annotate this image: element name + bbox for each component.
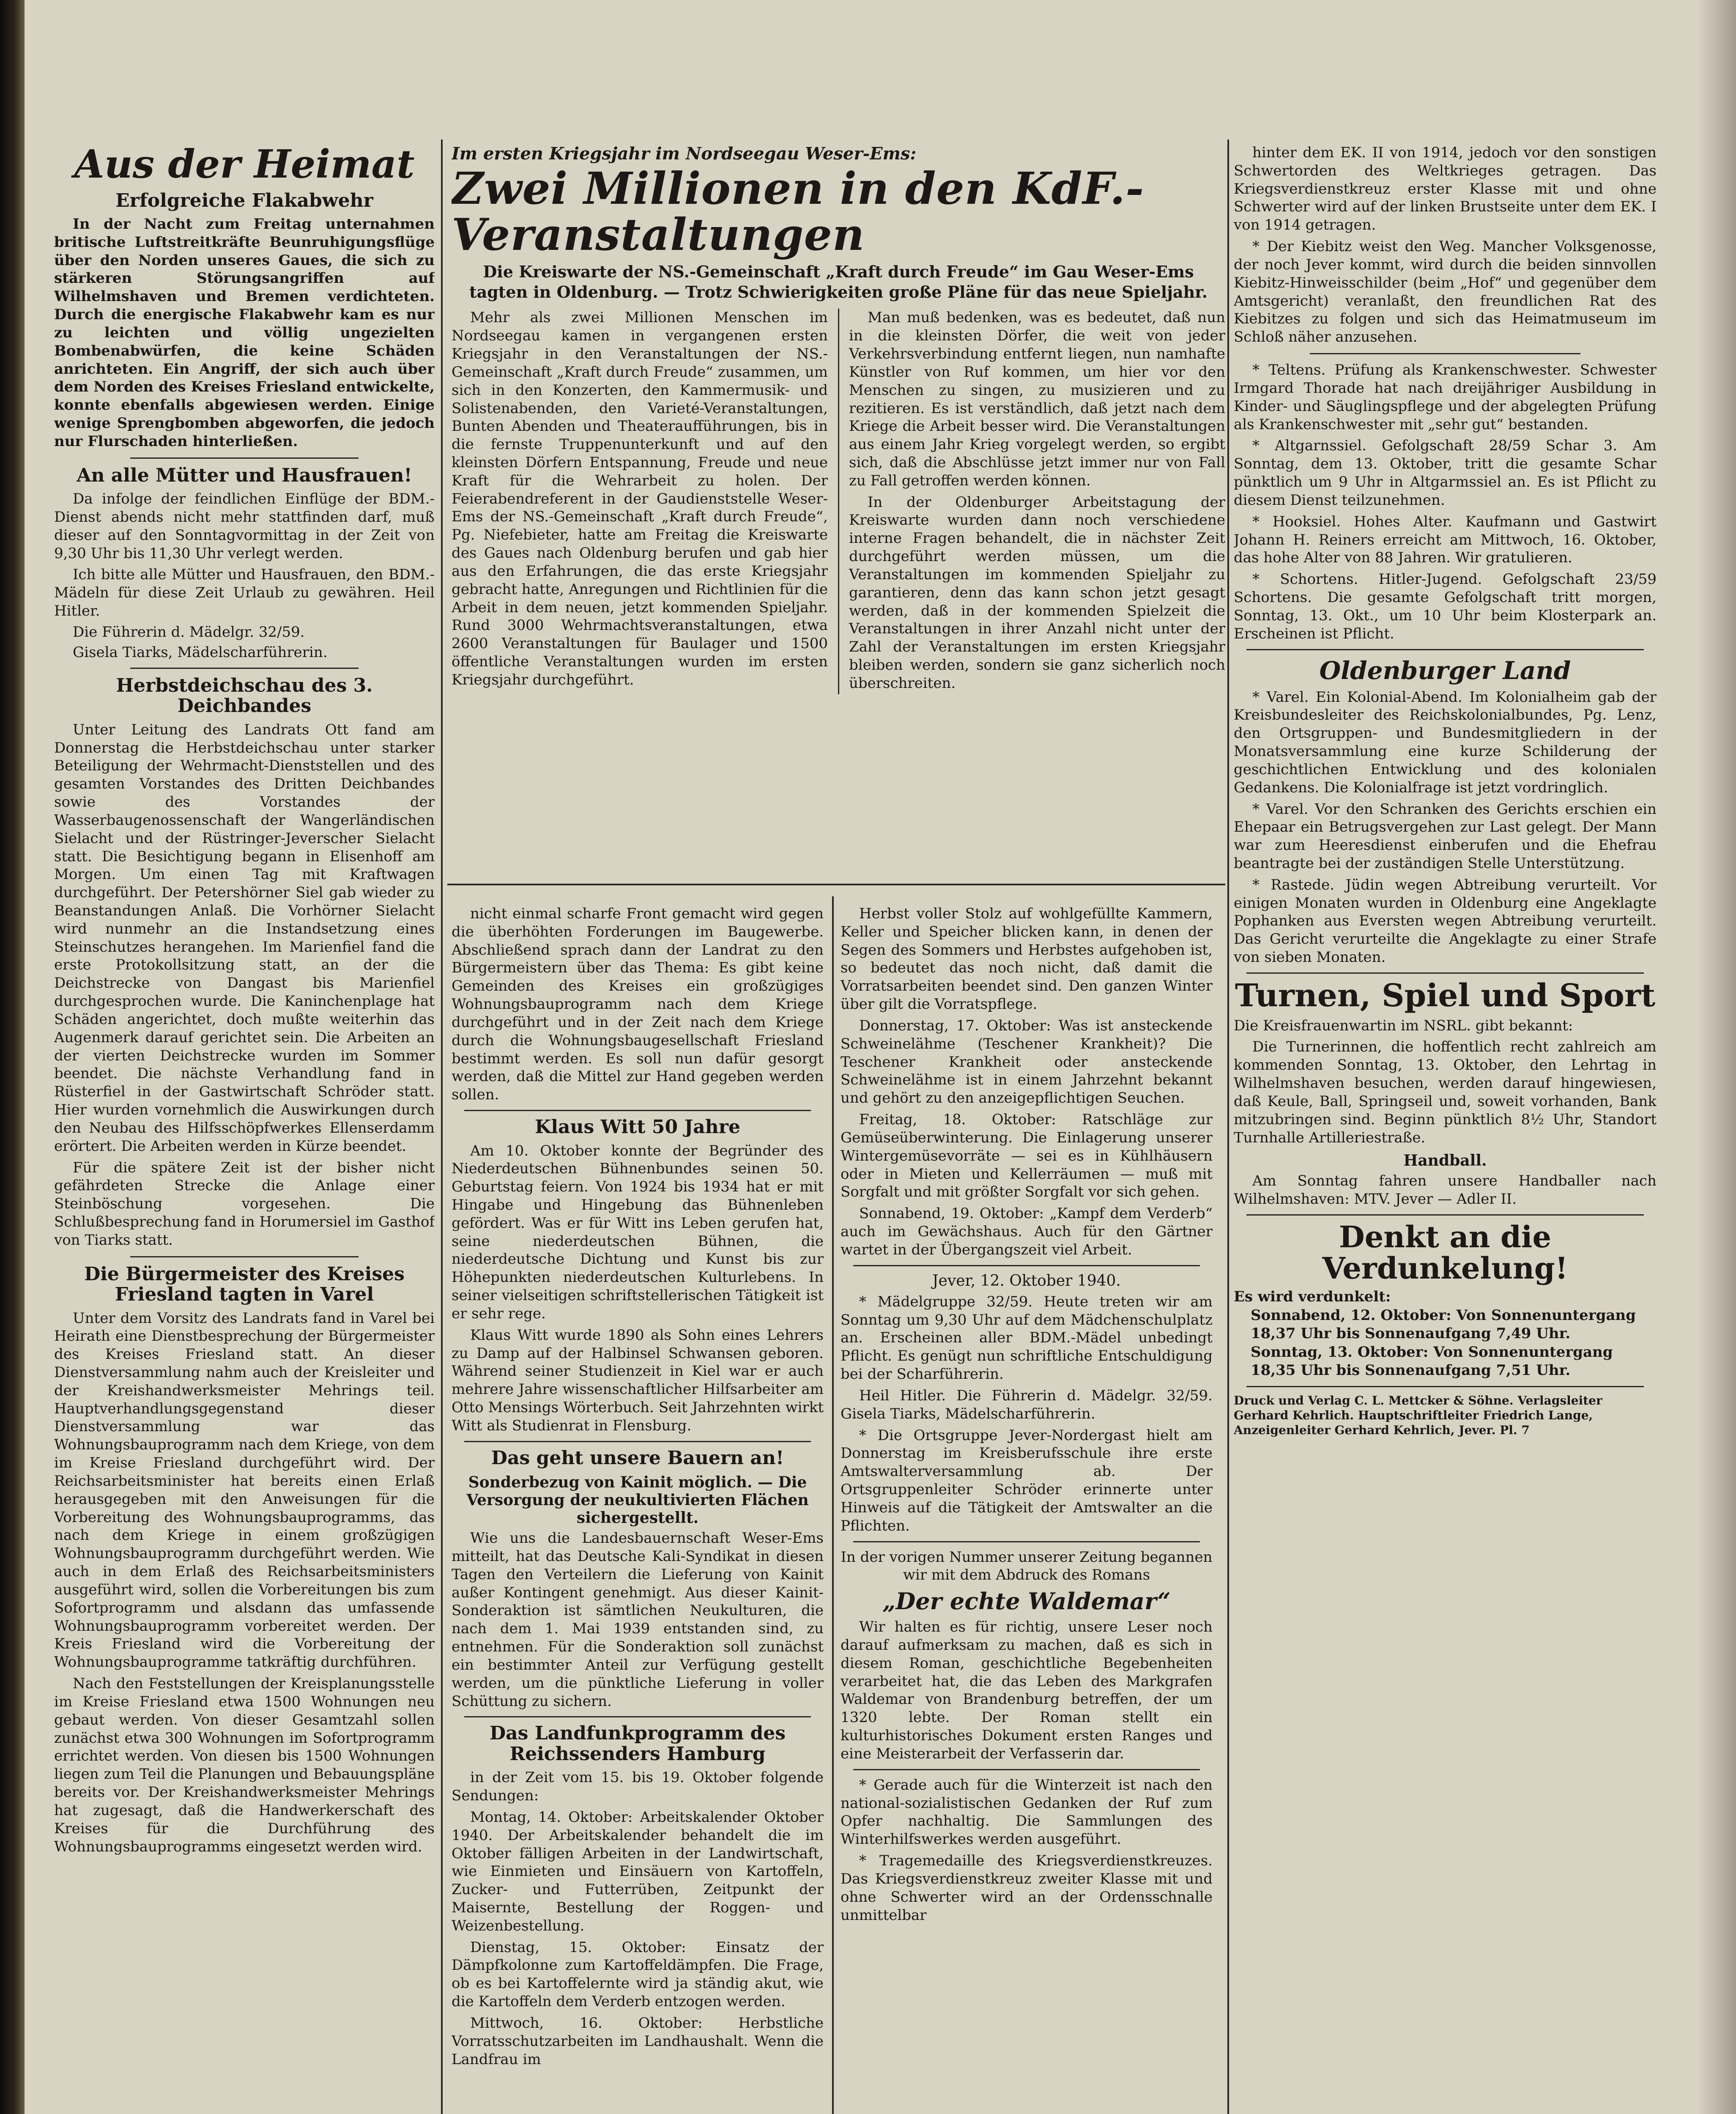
story-headline: Zwei Millionen in den KdF.-Veranstaltungen bbox=[452, 162, 1145, 261]
handball-body: Am Sonntag fahren unsere Handballer nach Wilhelmshaven: MTV. Jever — Adler II. bbox=[1234, 1172, 1657, 1208]
article-deck: Sonderbezug von Kainit möglich. — Die Versorgung der neukultivierten Flächen sichergestellt. bbox=[466, 1473, 809, 1527]
blackout-time: Sonnabend, 12. Oktober: Von Sonnenuntergang 18,37 Uhr bis Sonnenaufgang 7,49 Uhr. bbox=[1251, 1306, 1636, 1342]
program-item: Sonnabend, 19. Oktober: „Kampf dem Verderb“ auch im Gewächshaus. Auch für den Gärtner wartet in der Übergangszeit viel Arbeit. bbox=[841, 1205, 1213, 1258]
divider bbox=[853, 1541, 1200, 1542]
imprint: Druck und Verlag C. L. Mettcker & Söhne. Verlagsleiter Gerhard Kehrlich. Hauptschriftleiter Friedrich Lange, Anzeigenleiter Gerhard Kehrlich, Jever. Pl. 7 bbox=[1234, 1393, 1602, 1437]
column-rule bbox=[1227, 140, 1229, 2114]
story-paragraph: In der Oldenburger Arbeitstagung der Kreiswarte wurden dann noch verschiedene interne Fragen behandelt, die in nächster Zeit durchgeführt werden müssen, um die Veranstaltungen im kommenden Spieljahr zu garantieren, denn das kann schon jetzt gesagt werden, daß in der kommenden Spielzeit die Veranstaltungen in ihrer Anzahl nicht unter der Zahl der Veranstaltungen im ersten Kriegsjahr bleiben werden, sondern sie ganz sicherlich noch überschreiten. bbox=[849, 493, 1225, 692]
page-binding-edge bbox=[0, 0, 25, 2114]
page-shadow bbox=[1698, 0, 1736, 2114]
local-notice: * Die Ortsgruppe Jever-Nordergast hielt am Donnerstag im Kreisberufsschule ihre erste Amtswalterversammlung ab. Der Ortsgruppenleiter Schröder erinnerte unter Hinweis auf die Tätigkeit der Amtswalter an die Pflichten. bbox=[841, 1427, 1213, 1534]
local-notice: * Teltens. Prüfung als Krankenschwester. Schwester Irmgard Thorade hat nach dreijähriger Ausbildung in Kinder- und Säuglingspflege und der abgelegten Prüfung als Krankenschwester mit „sehr gut“ bestanden. bbox=[1234, 361, 1657, 433]
serial-body: Wir halten es für richtig, unsere Leser noch darauf aufmerksam zu machen, daß es sich in diesem Roman, geschichtliche Begebenheiten verarbeitet hat, die das Leben des Markgrafen Waldemar von Brandenburg betreffen, der um 1320 lebte. Der Roman stellt ein kulturhistorisches Dokument ersten Ranges und eine Meisterarbeit der Verfasserin dar. bbox=[841, 1618, 1213, 1762]
story-paragraph: Man muß bedenken, was es bedeutet, daß nun in die kleinsten Dörfer, die weit von jeder Verkehrsverbindung entfernt liegen, nun namhafte Künstler von Ruf kommen, um hier vor den Menschen zu singen, zu musizieren und zu rezitieren. Es ist verständlich, daß jetzt nach dem Kriege die Arbeit besser wird. Die Veranstaltungen aus einem Jahr Krieg vorgelegt werden, so ergibt sich, daß die Abschlüsse jetzt immer nur von Fall zu Fall getroffen werden können. bbox=[849, 309, 1225, 489]
story-paragraph: Mehr als zwei Millionen Menschen im Nordseegau kamen in vergangenen ersten Kriegsjahr in den Veranstaltungen der NS.-Gemeinschaft „Kraft durch Freude“ zusammen, um sich in den Konzerten, den Kammermusik- und Solistenabenden, den Varieté-Veranstaltungen, Bunten Abenden und Theateraufführungen, bis in die fernste Truppenunterkunft und auf den kleinsten Dörfern Entspannung, Freude und neue Kraft für die Wehrarbeit zu holen. Der Feierabendreferent in der Gaudienststelle Weser-Ems der NS.-Gemeinschaft „Kraft durch Freude“, Pg. Niefebieter, hatte am Freitag die Kreiswarte des Gaues nach Oldenburg berufen und gab hier aus den Erfahrungen, die das erste Kriegsjahr gebracht hatte, Anregungen und Richtlinien für die Arbeit in dem neuen, jetzt kommenden Spieljahr. Rund 3000 Wehrmachtsveranstaltungen, etwa 2600 Veranstaltungen für Baulager und 1500 öffentliche Veranstaltungen wurden im ersten Kriegsjahr durchgeführt. bbox=[452, 309, 828, 688]
divider bbox=[1246, 649, 1644, 650]
column-regional bbox=[1234, 144, 1657, 2114]
article-body: Wie uns die Landesbauernschaft Weser-Ems mitteilt, hat das Deutsche Kali-Syndikat in diesen Tagen den Verteilern die Lieferung von Kainit außer Kontingent genehmigt. Aus dieser Kainit-Sonderaktion ist sämtlichen Neukulturen, die nach dem 1. Mai 1939 entstanden sind, zu entnehmen. Für die Sonderaktion soll zunächst ein bestimmter Anteil zur Verfügung gestellt werden, um die pünktliche Lieferung in voller Schüttung zu sichern. bbox=[452, 1530, 824, 1710]
divider bbox=[464, 1110, 811, 1111]
serial-title: „Der echte Waldemar“ bbox=[882, 1588, 1171, 1615]
blackout-title: Denkt an die Verdunkelung! bbox=[1322, 1219, 1568, 1286]
local-notice: * Gerade auch für die Winterzeit ist nach den national-sozialistischen Gedanken der Ruf zum Opfer nachhaltig. Die Sammlungen des Winterhilfswerkes werden ausgeführt. bbox=[841, 1776, 1213, 1848]
column-local-news bbox=[54, 144, 435, 2114]
program-item: Freitag, 18. Oktober: Ratschläge zur Gemüseüberwinterung. Die Einlagerung unserer Wintergemüsevorräte — sei es in Kühlhäusern oder in Mieten und Kellerräumen — muß mit Sorgfalt und mit größter Sorgfalt vor sich gehen. bbox=[841, 1111, 1213, 1201]
article-body: Herbst voller Stolz auf wohlgefüllte Kammern, Keller und Speicher blicken kann, in denen der Segen des Sommers und Herbstes aufgehoben ist, so bedeutet das noch nicht, daß damit die Vorratsarbeiten beendet sind. Den ganzen Winter über gilt die Vorratspflege. bbox=[841, 905, 1213, 1013]
column-middle-right bbox=[841, 905, 1213, 2114]
divider bbox=[464, 1716, 811, 1717]
article-body: Unter Leitung des Landrats Ott fand am Donnerstag die Herbstdeichschau unter starker Beteiligung der Wehrmacht-Dienststellen und des gesamten Vorstandes des Dritten Deichbandes sowie des Vorstandes der Wasserbaugenossenschaft der Wangerländischen Sielacht und der Rüstringer-Jeverscher Sielacht statt. Die Besichtigung begann in Elisenhoff am Morgen. Um einen Tag mit Kraftwagen durchgeführt. Der Petershörner Siel gab wieder zu Beanstandungen Anlaß. Die Vorhörner Sielacht wird nunmehr an die Instandsetzung eines Steinschutzes herangehen. Im Marienfiel fand die erste Protokollsitzung statt, an der die Deichstrecke von Dangast bis Marienfiel durchgesprochen wurde. Die Kaninchenplage hat Schäden angerichtet, doch mußte weiterhin das Augenmerk darauf gerichtet sein. Die Arbeiten an der vierten Deichstrecke wurden im Sommer beendet. Die nächste Verhandlung fand in Rüsterfiel in der Gastwirtschaft Schröder statt. Hier wurden vornehmlich die Auswirkungen durch den Neubau des Hilfsschöpfwerkes Ellenserdamm erörtert. Die Arbeiten werden in Kürze beendet. bbox=[54, 721, 435, 1155]
newspaper-page bbox=[25, 0, 1736, 2114]
story-deck: Die Kreiswarte der NS.-Gemeinschaft „Kraft durch Freude“ im Gau Weser-Ems tagten in Oldenburg. — Trotz Schwierigkeiten große Pläne für das neue Spieljahr. bbox=[469, 262, 1208, 301]
program-item: Donnerstag, 17. Oktober: Was ist ansteckende Schweinelähme (Teschener Krankheit)? Die Teschener Krankheit oder ansteckende Schweinelähme ist in einem Jahrzehnt bekannt und gehört zu den anzeigepflichtigen Seuchen. bbox=[841, 1017, 1213, 1107]
article-title: An alle Mütter und Hausfrauen! bbox=[77, 464, 412, 486]
article-title: Das geht unsere Bauern an! bbox=[491, 1447, 784, 1469]
divider bbox=[853, 1265, 1200, 1266]
local-notice: * Rastede. Jüdin wegen Abtreibung verurteilt. Vor einigen Monaten wurden in Oldenburg eine Angeklagte Pophanken aus Eversten wegen Abtreibung verurteilt. Das Gericht verurteilte die Angeklagte zu einer Strafe von sieben Monaten. bbox=[1234, 876, 1657, 966]
article-title: Erfolgreiche Flakabwehr bbox=[115, 189, 373, 211]
divider bbox=[1246, 1386, 1644, 1387]
column-middle-left bbox=[452, 905, 824, 2114]
article-body: Nach den Feststellungen der Kreisplanungsstelle im Kreise Friesland etwa 1500 Wohnungen neu gebaut werden. Von dieser Gesamtzahl sollen zunächst etwa 300 Wohnungen im Sofortprogramm errichtet werden. Von diesen bis 1500 Wohnungen liegen zum Teil die Planungen und Bebauungspläne bereits vor. Der Kreishandwerksmeister Mehrings hat zugesagt, daß die Handwerkerschaft des Kreises für die Durchführung des Wohnungsbauprogramms eingesetzt werden wird. bbox=[54, 1675, 435, 1855]
article-body: Für die spätere Zeit ist der bisher nicht gefährdeten Strecke die Anlage einer Steinböschung vorgesehen. Die Schlußbesprechung fand in Horumersiel im Gasthof von Tiarks statt. bbox=[54, 1159, 435, 1249]
program-item: Mittwoch, 16. Oktober: Herbstliche Vorratsschutzarbeiten im Landhaushalt. Wenn die Landfrau im bbox=[452, 2014, 824, 2068]
section-rule bbox=[447, 884, 1225, 885]
local-notice: * Der Kiebitz weist den Weg. Mancher Volksgenosse, der noch Jever kommt, wird durch die beiden sinnvollen Kiebitz-Hinweisschilder (beim „Hof“ und gegenüber dem Amtsgericht) veranlaßt, den freundlichen Rat des Kiebitzes zu folgen und sich das Heimatmuseum im Schloß näher anzusehen. bbox=[1234, 238, 1657, 346]
local-notice: * Varel. Ein Kolonial-Abend. Im Kolonialheim gab der Kreisbundesleiter des Reichskolonialbundes, Pg. Lenz, den Ortsgruppen- und Bundesmitgliedern in der Monatsversammlung eine kurze Schilderung der geschichtlichen Entwicklung und des kolonialen Gedankens. Die Kolonialfrage ist jetzt vordringlich. bbox=[1234, 688, 1657, 796]
signature: Gisela Tiarks, Mädelscharführerin. bbox=[73, 644, 328, 661]
article-body: In der Nacht zum Freitag unternahmen britische Luftstreitkräfte Beunruhigungsflüge über den Norden unseres Gaues, die sich zu stärkeren Störungsangriffen auf Wilhelmshaven und Bremen verdichteten. Durch die energische Flakabwehr kam es nur zu leichten und völlig ungezielten Bombenabwürfen, die keine Schäden anrichteten. Ein Angriff, der sich auch über dem Norden des Kreises Friesland entwickelte, konnte ebenfalls abgewiesen werden. Einige wenige Sprengbomben abgeworfen, die jedoch nur Flurschaden hinterließen. bbox=[54, 215, 435, 450]
program-item: Montag, 14. Oktober: Arbeitskalender Oktober 1940. Der Arbeitskalender behandelt die im Oktober fälligen Arbeiten in der Landwirtschaft, wie Einmieten und Einsäuern von Kartoffeln, Zucker- und Futterrüben, Zeitpunkt der Maisernte, Bestellung der Roggen- und Weizenbestellung. bbox=[452, 1808, 824, 1934]
story-columns bbox=[452, 309, 1225, 694]
program-item: Dienstag, 15. Oktober: Einsatz der Dämpfkolonne zum Kartoffeldämpfen. Die Frage, ob es bei Kartoffelernte wird ja ständig akut, wie die Kartoffeln dem Verderb entzogen werden. bbox=[452, 1939, 824, 2010]
article-body: hinter dem EK. II von 1914, jedoch vor den sonstigen Schwertorden des Weltkrieges getragen. Das Kriegsverdienstkreuz erster Klasse mit und ohne Schwerter wird auf der linken Brustseite unter dem EK. I von 1914 getragen. bbox=[1234, 144, 1657, 234]
column-rule bbox=[441, 140, 443, 2114]
column-rule bbox=[832, 896, 834, 2114]
lead-story bbox=[452, 144, 1225, 871]
local-notice: Heil Hitler. Die Führerin d. Mädelgr. 32/59. Gisela Tiarks, Mädelscharführerin. bbox=[841, 1387, 1213, 1422]
article-title: Herbstdeichschau des 3. Deichbandes bbox=[116, 674, 373, 717]
dateline: Jever, 12. Oktober 1940. bbox=[932, 1272, 1121, 1290]
divider bbox=[1310, 353, 1580, 354]
local-notice: * Hooksiel. Hohes Alter. Kaufmann und Gastwirt Johann H. Reiners erreicht am Mittwoch, 16. Oktober, das hohe Alter von 88 Jahren. Wir gratulieren. bbox=[1234, 513, 1657, 567]
handball-heading: Handball. bbox=[1403, 1152, 1487, 1170]
section-title: Oldenburger Land bbox=[1319, 656, 1571, 685]
sport-title: Turnen, Spiel und Sport bbox=[1235, 977, 1656, 1014]
article-body: Ich bitte alle Mütter und Hausfrauen, den BDM.-Mädeln für diese Zeit Urlaub zu gewähren. Heil Hitler. bbox=[54, 566, 435, 620]
article-body: Klaus Witt wurde 1890 als Sohn eines Lehrers zu Damp auf der Halbinsel Schwansen geboren. Während seiner Studienzeit in Kiel war er auch mehrere Jahre wissenschaftlicher Hilfsarbeiter am Otto Mensings Wörterbuch. Seit Jahrzehnten wirkt Witt als Studienrat in Flensburg. bbox=[452, 1326, 824, 1434]
serial-lead: In der vorigen Nummer unserer Zeitung begannen wir mit dem Abdruck des Romans bbox=[841, 1548, 1213, 1584]
local-notice: * Mädelgruppe 32/59. Heute treten wir am Sonntag um 9,30 Uhr auf dem Mädchenschulplatz an. Erscheinen aller BDM.-Mädel unbedingt Pflicht. Es genügt nun schriftliche Entschuldigung bei der Scharführerin. bbox=[841, 1293, 1213, 1383]
section-title: Aus der Heimat bbox=[74, 144, 415, 187]
story-kicker: Im ersten Kriegsjahr im Nordseegau Weser-Ems: bbox=[452, 144, 917, 164]
sport-body: Die Turnerinnen, die hoffentlich recht zahlreich am kommenden Sonntag, 13. Oktober, den Lehrtag in Wilhelmshaven besuchen, werden darauf hingewiesen, daß Keule, Ball, Springseil und, soweit vorhanden, Bank mitzubringen sind. Beginn pünktlich 8½ Uhr, Standort Turnhalle Artilleriestraße. bbox=[1234, 1038, 1657, 1146]
sport-lead: Die Kreisfrauenwartin im NSRL. gibt bekannt: bbox=[1234, 1017, 1573, 1034]
local-notice: * Tragemedaille des Kriegsverdienstkreuzes. Das Kriegsverdienstkreuz zweiter Klasse mit und ohne Schwerter wird an der Ordensschnalle unmittelbar bbox=[841, 1852, 1213, 1924]
local-notice: * Varel. Vor den Schranken des Gerichts erschien ein Ehepaar ein Betrugsvergehen zur Last gelegt. Der Mann war zum Heeresdienst einberufen und die Ehefrau beantragte bei der zuständigen Stelle Unterstützung. bbox=[1234, 800, 1657, 872]
blackout-time: Sonntag, 13. Oktober: Von Sonnenuntergang 18,35 Uhr bis Sonnenaufgang 7,51 Uhr. bbox=[1251, 1343, 1613, 1379]
article-body: Unter dem Vorsitz des Landrats fand in Varel bei Heirath eine Dienstbesprechung der Bürgermeister des Kreises Friesland statt. An dieser Dienstversammlung nahm auch der Kreisleiter und der Kreishandwerksmeister Mehrings teil. Hauptverhandlungsgegenstand dieser Dienstversammlung war das Wohnungsbauprogramm nach dem Kriege, von dem im Kreise Friesland durchgeführt wird. Der Reichsarbeitsminister hat bereits einen Erlaß herausgegeben mit den Anweisungen für die Vorbereitung des Wohnungsbauprogramms, das nach dem Kriege in einem großzügigen Wohnungsbauprogramm durchgeführt werden. Wie auch in dem Erlaß des Reichsarbeitsministers ausgeführt wird, sollen die Vorbereitungen bis zum Sofortprogramm und alsdann das umfassende Wohnungsbauprogramm vorbereitet werden. Der Kreis Friesland wird die Vorbereitung der Wohnungsbauprogramme tatkräftig durchführen. bbox=[54, 1309, 435, 1671]
divider bbox=[464, 1441, 811, 1442]
article-body: Am 10. Oktober konnte der Begründer des Niederdeutschen Bühnenbundes seinen 50. Geburtstag feiern. Von 1924 bis 1934 hat er mit Hingabe und Hingebung das Bühnenleben gefördert. Was er für Witt ins Leben gerufen hat, seine niederdeutschen Bühnen, die niederdeutsche Dichtung und Kunst bis zur Höhepunkten niederdeutschen Kulturlebens. In seiner vielseitigen schriftstellerischen Tätigkeit ist er sehr rege. bbox=[452, 1142, 824, 1322]
article-title: Die Bürgermeister des Kreises Friesland tagten in Varel bbox=[84, 1263, 405, 1306]
article-body: Da infolge der feindlichen Einflüge der BDM.-Dienst abends nicht mehr stattfinden darf, muß dieser auf den Sonntagvormittag in der Zeit von 9,30 Uhr bis 11,30 Uhr verlegt werden. bbox=[54, 490, 435, 562]
signature: Die Führerin d. Mädelgr. 32/59. bbox=[73, 623, 305, 641]
divider bbox=[1246, 1214, 1644, 1216]
blackout-lead: Es wird verdunkelt: bbox=[1234, 1288, 1391, 1306]
divider bbox=[853, 1769, 1200, 1770]
article-title: Klaus Witt 50 Jahre bbox=[535, 1116, 740, 1138]
article-body: nicht einmal scharfe Front gemacht wird gegen die überhöhten Forderungen im Baugewerbe. Abschließend sprach dann der Landrat zu den Bürgermeistern über das Thema: Es gibt keine Gemeinden des Kreises ein großzügiges Wohnungsbauprogramm nach dem Kriege durchgeführt und in der Zeit nach dem Kriege durch die Wohnungsbaugesellschaft Friesland bestimmt werden. Es soll nun dafür gesorgt werden, daß die Mittel zur Hand gegeben werden sollen. bbox=[452, 905, 824, 1104]
divider bbox=[130, 1256, 359, 1257]
divider bbox=[1246, 972, 1644, 974]
article-body: in der Zeit vom 15. bis 19. Oktober folgende Sendungen: bbox=[452, 1769, 824, 1805]
article-title: Das Landfunkprogramm des Reichssenders Hamburg bbox=[489, 1722, 786, 1765]
local-notice: * Altgarnssiel. Gefolgschaft 28/59 Schar 3. Am Sonntag, dem 13. Oktober, tritt die gesamte Schar pünktlich um 9 Uhr in Altgarmssiel an. Es ist Pflicht zu diesem Dienst teilzunehmen. bbox=[1234, 437, 1657, 509]
divider bbox=[130, 668, 359, 669]
local-notice: * Schortens. Hitler-Jugend. Gefolgschaft 23/59 Schortens. Die gesamte Gefolgschaft tritt morgen, Sonntag, 13. Okt., um 10 Uhr beim Klosterpark an. Erscheinen ist Pflicht. bbox=[1234, 571, 1657, 642]
divider bbox=[130, 457, 359, 459]
